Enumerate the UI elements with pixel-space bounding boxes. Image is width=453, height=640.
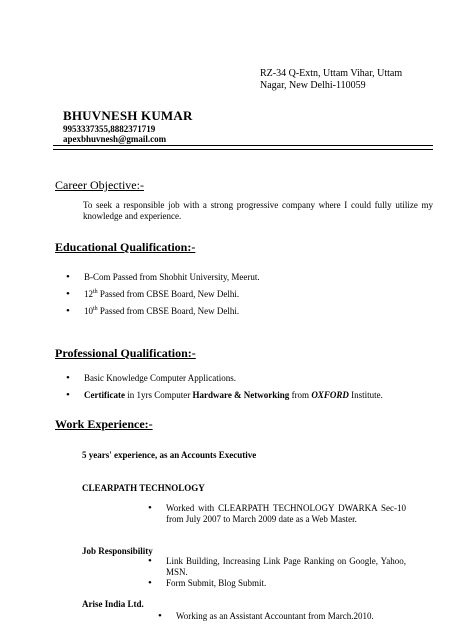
list-item (148, 503, 406, 525)
company-1-detail-text: Worked with CLEARPATH TECHNOLOGY DWARKA Sec-10 from July 2007 to March 2009 date as a Web Master. (166, 503, 406, 524)
header-rule-thin (53, 149, 433, 150)
list-item (148, 578, 406, 589)
career-objective-heading: Career Objective:- (55, 178, 144, 192)
list-item (66, 373, 383, 384)
company-2-name: Arise India Ltd. (82, 599, 144, 609)
education-item-1: B-Com Passed from Shobhit University, Meerut. (84, 272, 260, 282)
company-2-detail-text: Working as an Assistant Accountant from March.2010. (176, 611, 374, 621)
responsibility-2: Form Submit, Blog Submit. (166, 578, 267, 588)
work-experience-heading: Work Experience:- (55, 417, 153, 431)
address-line-1: RZ-34 Q-Extn, Uttam Vihar, Uttam (260, 68, 403, 79)
list-item (66, 306, 260, 317)
career-objective-text: To seek a responsible job with a strong progressive company where I could fully utilize my knowledge and experience. (83, 200, 433, 221)
education-list (66, 272, 260, 317)
educational-qualification-heading: Educational Qualification:- (55, 240, 196, 254)
email-address: apexbhuvnesh@gmail.com (63, 134, 167, 144)
list-item (158, 611, 408, 622)
ordinal-suffix: th (93, 289, 98, 295)
address-block (260, 68, 430, 92)
professional-item-1: Basic Knowledge Computer Applications. (84, 373, 236, 383)
education-item-2-text: Passed from CBSE Board, New Delhi. (97, 289, 240, 299)
company-1-details (148, 503, 406, 525)
professional-qualification-heading: Professional Qualification:- (55, 346, 196, 360)
education-item-3-text: Passed from CBSE Board, New Delhi. (97, 306, 240, 316)
certificate-label: Certificate (84, 390, 125, 400)
list-item (66, 272, 260, 283)
responsibility-1: Link Building, Increasing Link Page Ranking on Google, Yahoo, MSN. (166, 556, 406, 577)
list-item (66, 289, 260, 300)
experience-summary: 5 years' experience, as an Accounts Executive (82, 450, 257, 460)
education-item-2-number: 12 (84, 289, 93, 299)
header-rule-thick (53, 145, 433, 146)
phone-numbers: 9953337355,8882371719 (63, 124, 156, 134)
oxford-label: OXFORD (311, 390, 349, 400)
professional-list (66, 373, 383, 401)
professional-item-2-institute: Institute. (348, 390, 383, 400)
ordinal-suffix: th (93, 306, 98, 312)
address-line-2: Nagar, New Delhi-110059 (260, 80, 366, 91)
candidate-name: BHUVNESH KUMAR (63, 108, 193, 123)
company-2-details (158, 611, 408, 622)
job-responsibility-heading: Job Responsibility (82, 546, 153, 556)
hardware-networking-label: Hardware & Networking (192, 390, 290, 400)
list-item (148, 556, 406, 578)
education-item-3-number: 10 (84, 306, 93, 316)
professional-item-2-from: from (289, 390, 312, 400)
responsibility-list (148, 556, 406, 589)
professional-item-2-text: in 1yrs Computer (124, 390, 193, 400)
contact-block (63, 124, 166, 144)
company-1-name: CLEARPATH TECHNOLOGY (82, 483, 205, 493)
list-item (66, 390, 383, 401)
